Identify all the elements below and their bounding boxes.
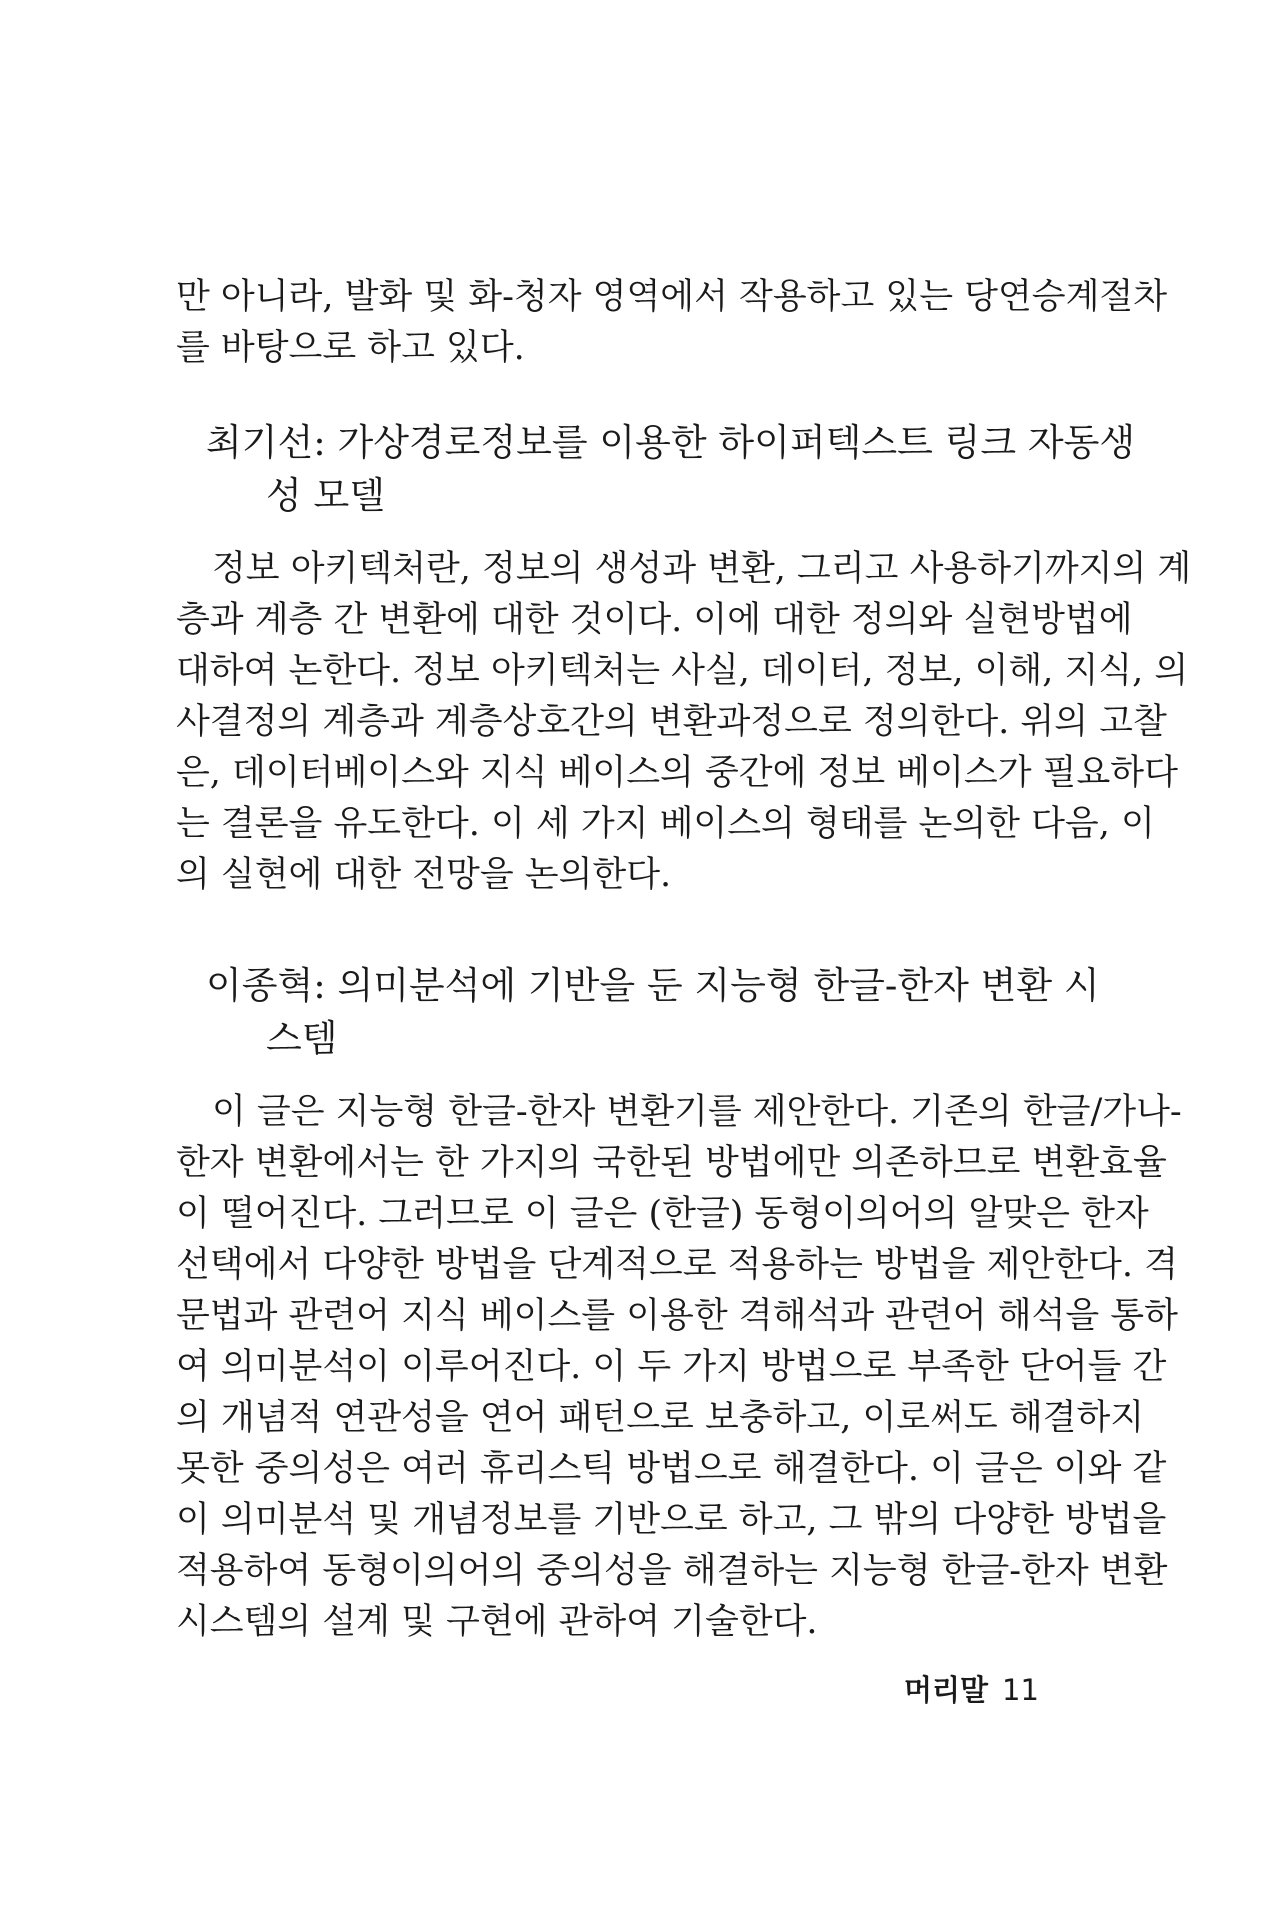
intro-paragraph [176,272,1168,374]
section2-line: 문법과 관련어 지식 베이스를 이용한 격해석과 관련어 해석을 통하 [176,1296,1178,1336]
section2-line: 의 개념적 연관성을 연어 패턴으로 보충하고, 이로써도 해결하지 [176,1398,1145,1438]
section1-line: 의 실현에 대한 전망을 논의한다. [176,855,672,895]
intro-line: 만 아니라, 발화 및 화-청자 영역에서 작용하고 있는 당연승계절차 [176,277,1168,317]
section2-heading [176,959,1100,1065]
section1-line: 는 결론을 유도한다. 이 세 가지 베이스의 형태를 논의한 다음, 이 [176,804,1155,844]
section2-line: 이 글은 지능형 한글-한자 변환기를 제안한다. 기존의 한글/가나- [212,1092,1182,1132]
section1-heading-line2: 성 모델 [266,474,385,517]
section1-line: 대하여 논한다. 정보 아키텍처는 사실, 데이터, 정보, 이해, 지식, 의 [176,651,1189,691]
section2-line: 못한 중의성은 여러 휴리스틱 방법으로 해결한다. 이 글은 이와 같 [176,1449,1167,1489]
section2-paragraph [176,1087,1182,1648]
section1-line: 층과 계층 간 변환에 대한 것이다. 이에 대한 정의와 실현방법에 [176,600,1133,640]
section2-line: 선택에서 다양한 방법을 단계적으로 적용하는 방법을 제안한다. 격 [176,1245,1178,1285]
page-footer [904,1668,1039,1709]
section1-heading-line1: 최기선: 가상경로정보를 이용한 하이퍼텍스트 링크 자동생 [206,421,1136,464]
section2-line: 여 의미분석이 이루어진다. 이 두 가지 방법으로 부족한 단어들 간 [176,1347,1167,1387]
running-section-title: 머리말 [904,1673,989,1707]
section1-line: 사결정의 계층과 계층상호간의 변환과정으로 정의한다. 위의 고찰 [176,702,1167,742]
section1-paragraph [176,544,1192,901]
section2-line: 한자 변환에서는 한 가지의 국한된 방법에만 의존하므로 변환효율 [176,1143,1167,1183]
page-content [176,272,1192,1648]
section1-line: 정보 아키텍처란, 정보의 생성과 변환, 그리고 사용하기까지의 계 [212,549,1192,589]
section1-heading [176,416,1136,522]
section2-heading-line2: 스템 [266,1017,338,1060]
intro-line: 를 바탕으로 하고 있다. [176,328,525,368]
section2-line: 시스템의 설계 및 구현에 관하여 기술한다. [176,1602,818,1642]
section2-line: 이 떨어진다. 그러므로 이 글은 (한글) 동형이의어의 알맞은 한자 [176,1194,1149,1234]
section1-line: 은, 데이터베이스와 지식 베이스의 중간에 정보 베이스가 필요하다 [176,753,1178,793]
section2-line: 적용하여 동형이의어의 중의성을 해결하는 지능형 한글-한자 변환 [176,1551,1168,1591]
page-number: 11 [1002,1673,1039,1707]
section2-heading-line1: 이종혁: 의미분석에 기반을 둔 지능형 한글-한자 변환 시 [206,964,1100,1007]
section2-line: 이 의미분석 및 개념정보를 기반으로 하고, 그 밖의 다양한 방법을 [176,1500,1167,1540]
